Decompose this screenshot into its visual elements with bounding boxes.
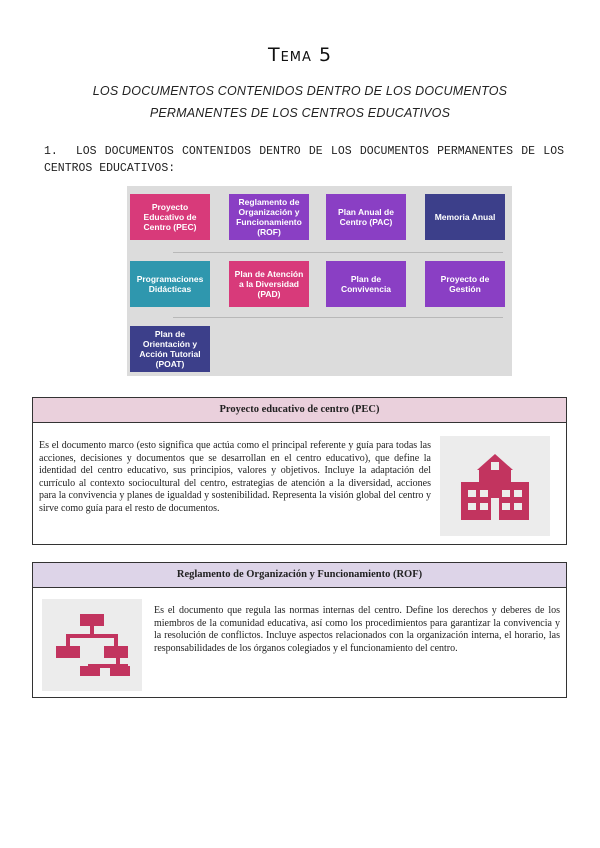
pec-card [32,397,567,545]
documents-diagram [127,186,512,376]
section-heading [44,143,564,177]
diagram-box-programaciones: Programaciones Didácticas [130,261,210,307]
diagram-box-memoria: Memoria Anual [425,194,505,240]
pec-heading: Proyecto educativo de centro (PEC) [33,398,566,423]
pec-icon-box [440,436,550,536]
section-number: 1. [44,145,58,158]
subtitle-line-2: PERMANENTES DE LOS CENTROS EDUCATIVOS [149,106,451,120]
page-title: Tema 5 [267,44,333,66]
rof-heading: Reglamento de Organización y Funcionamiento (ROF) [33,563,566,588]
rof-icon-box [42,599,142,691]
org-chart-icon [52,612,132,678]
school-building-icon [455,450,535,522]
subtitle-line-1: LOS DOCUMENTOS CONTENIDOS DENTRO DE LOS DOCUMENTOS [92,84,508,98]
diagram-box-rof: Reglamento de Organización y Funcionamiento (ROF) [229,194,309,240]
diagram-box-gestion: Proyecto de Gestión [425,261,505,307]
rof-text: Es el documento que regula las normas internas del centro. Define los derechos y deberes de los miembros de la comunidad educativa, así como los procedimientos para garantizar la convivencia y la resolución de conflictos. Incluye aspectos relacionados con la organización interna, el horario, las responsabilidades de los órganos colegiados y el funcionamiento del centro. [154,605,560,654]
diagram-box-pad: Plan de Atención a la Diversidad (PAD) [229,261,309,307]
diagram-box-pac: Plan Anual de Centro (PAC) [326,194,406,240]
diagram-box-convivencia: Plan de Convivencia [326,261,406,307]
pec-text: Es el documento marco (esto significa que actúa como el principal referente y guía para todas las acciones, decisiones y documentos que se desarrollan en el centro educativo), que define la identidad del centro educativo, sus principios, valores y objetivos. Incluye la adaptación del currículo al contexto sociocultural del centro, estrategias de atención a la diversidad, acciones para la convivencia y planes de igualdad y sostenibilidad. Representa la visión global del centro y sirve como guía para el resto de documentos. [39,440,431,514]
section-heading-text: LOS DOCUMENTOS CONTENIDOS DENTRO DE LOS DOCUMENTOS PERMANENTES DE LOS CENTROS EDUCATIVOS: [44,145,564,175]
diagram-connector-row2 [173,317,503,318]
rof-card [32,562,567,698]
diagram-connector-row1 [173,252,503,253]
diagram-box-poat: Plan de Orientación y Acción Tutorial (POAT) [130,326,210,372]
diagram-box-pec: Proyecto Educativo de Centro (PEC) [130,194,210,240]
